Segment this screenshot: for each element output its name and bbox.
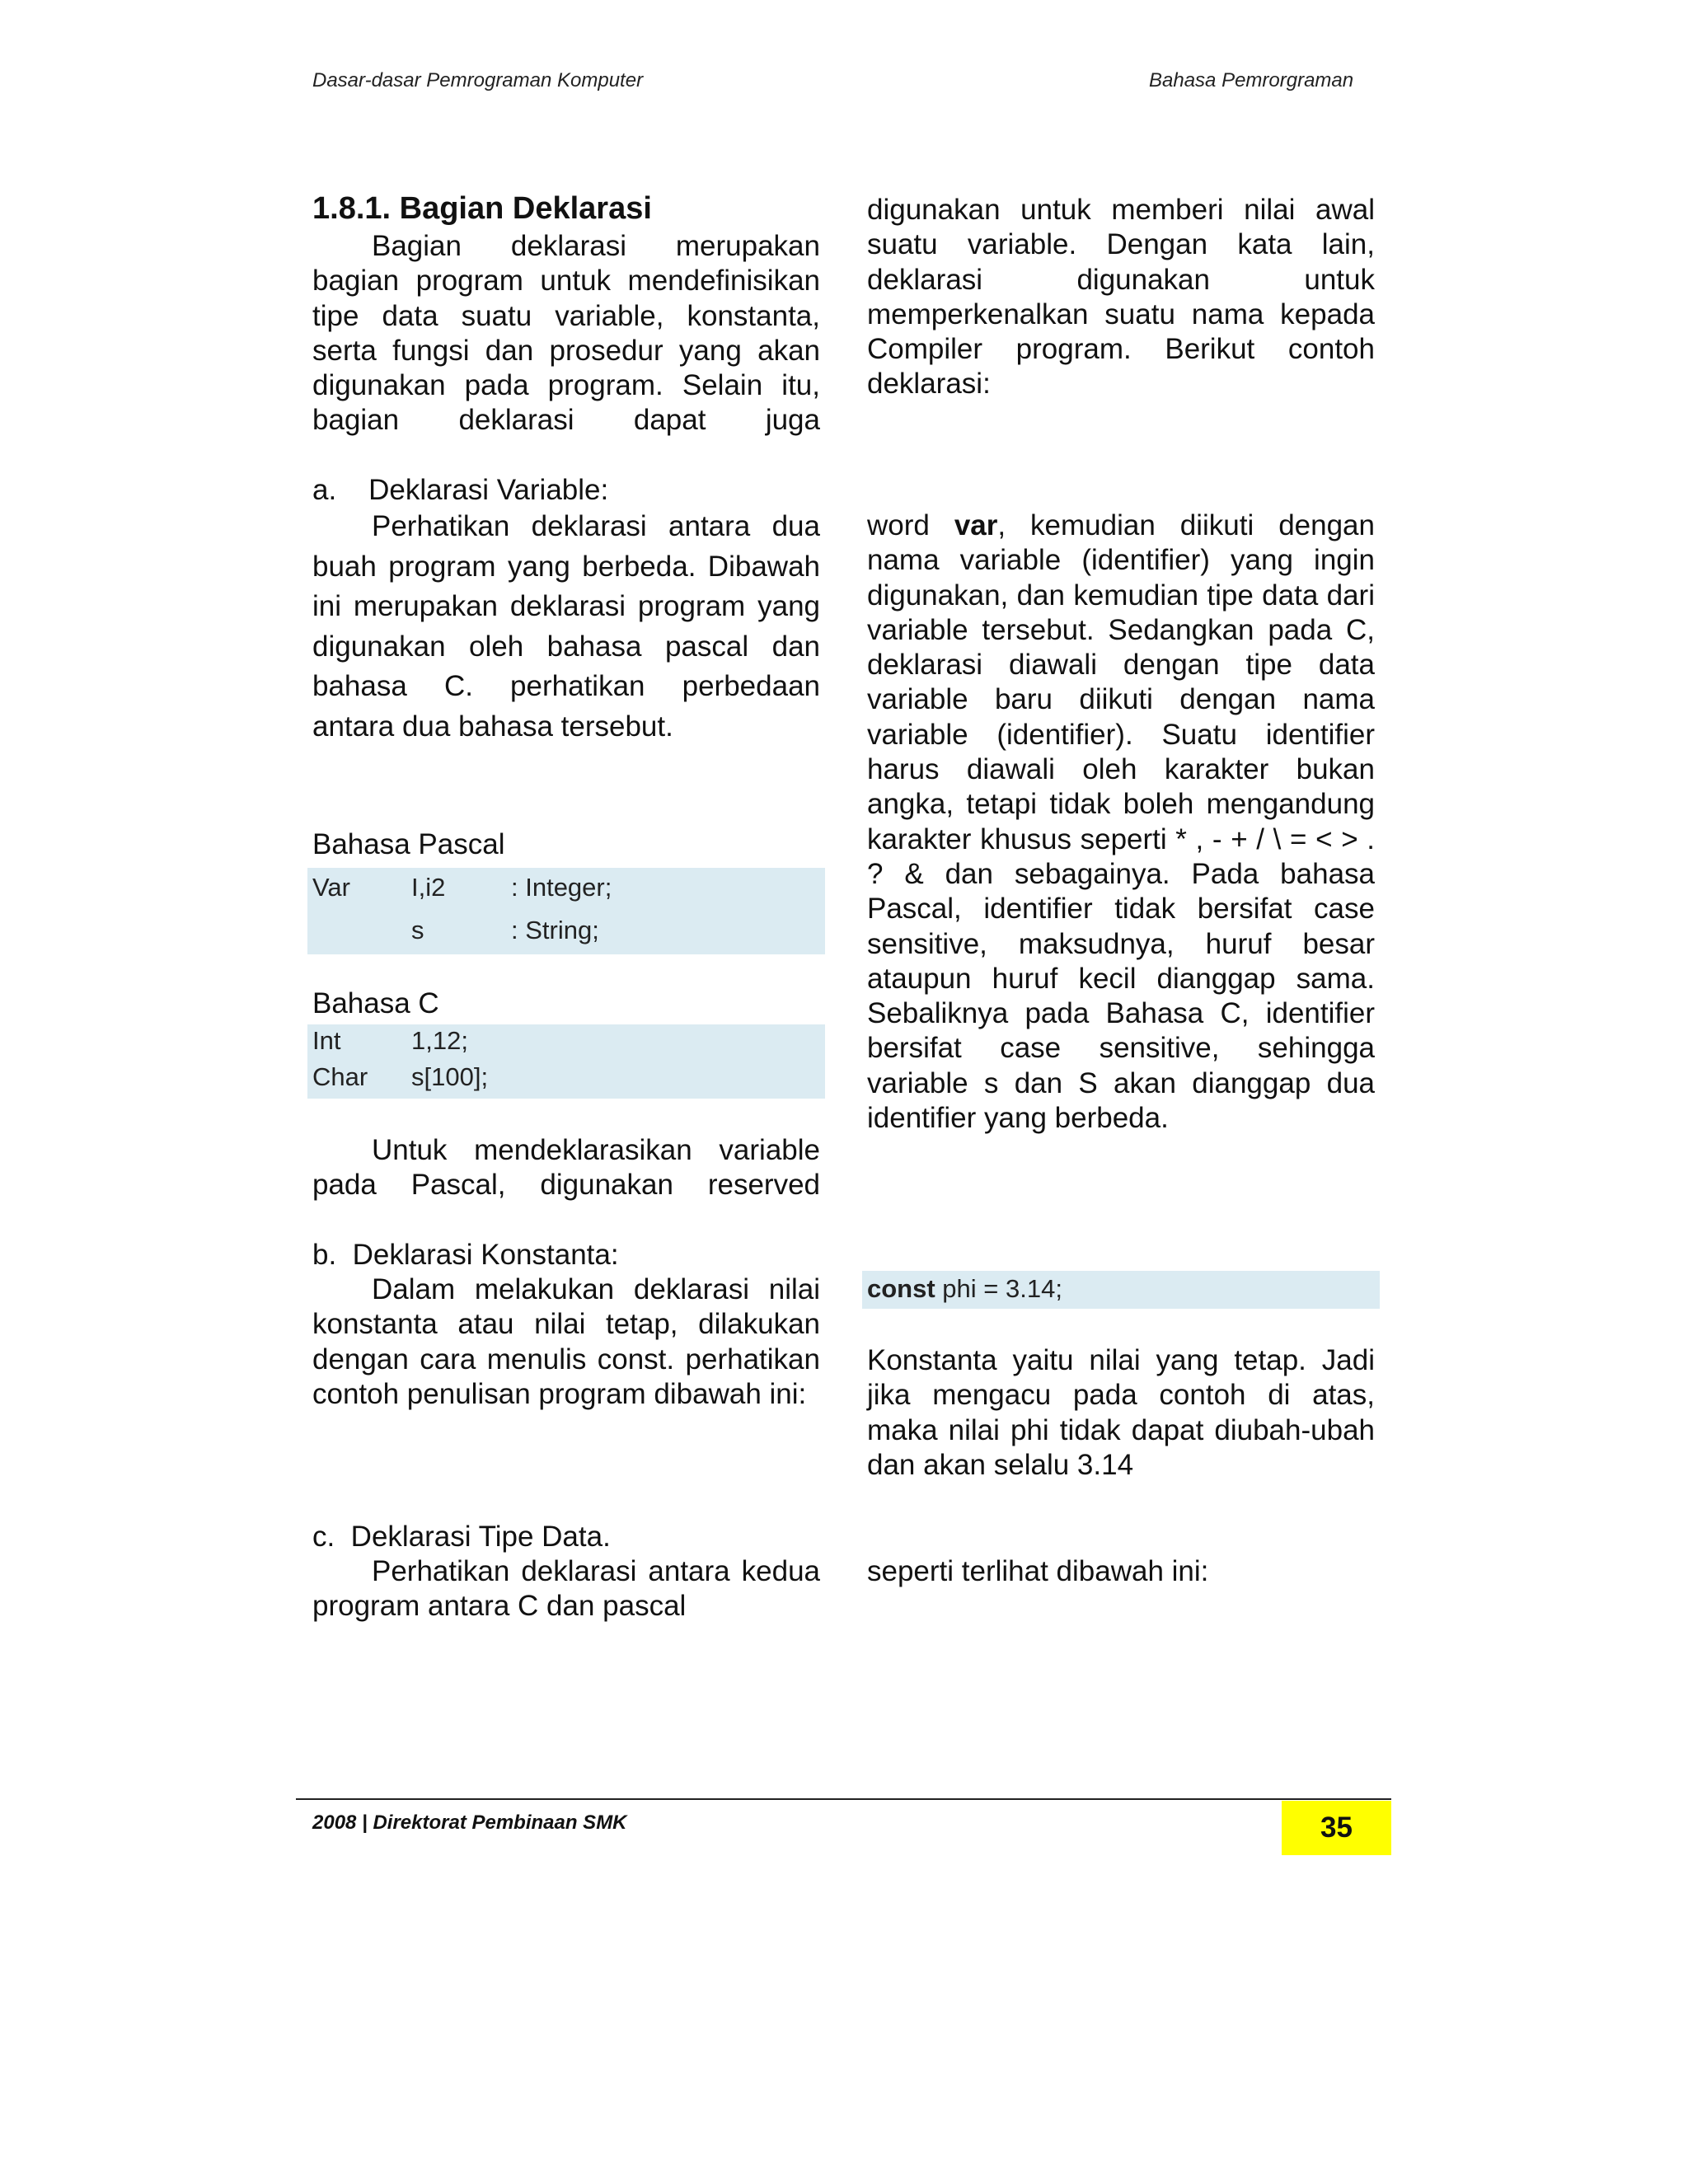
code-block-const [862, 1271, 1380, 1309]
code-identifier: s[100]; [411, 1062, 489, 1091]
label-bahasa-c: Bahasa C [312, 987, 439, 1019]
label-bahasa-pascal: Bahasa Pascal [312, 828, 505, 860]
code-line [867, 1274, 1062, 1304]
paragraph-variable-right [867, 509, 1375, 1136]
code-block-pascal [307, 868, 825, 954]
code-identifier: I,i2 [411, 873, 446, 902]
code-type: : String; [511, 916, 599, 944]
code-identifier: 1,12; [411, 1026, 468, 1055]
paragraph-konstanta-left: Dalam melakukan deklarasi nilai konstanta atau nilai tetap, dilakukan dengan cara menulis const. perhatikan contoh penulisan program dibawah ini: [312, 1273, 820, 1410]
code-identifier: s [411, 916, 424, 944]
paragraph-bagian-deklarasi-left: Bagian deklarasi merupakan bagian program untuk mendefinisikan tipe data suatu variable, konstanta, serta fungsi dan prosedur yang akan digunakan pada program. Selain itu, bagian deklarasi dapat juga [312, 230, 820, 437]
paragraph-variable-left: Perhatikan deklarasi antara dua buah program yang berbeda. Dibawah ini merupakan deklarasi program yang digunakan oleh bahasa pascal dan bahasa C. perhatikan perbedaan antara dua bahasa tersebut. [312, 510, 820, 743]
running-header-left: Dasar-dasar Pemrograman Komputer [312, 69, 644, 91]
code-keyword: Int [312, 1026, 341, 1055]
code-keyword: Char [312, 1062, 368, 1091]
subsection-heading-variable: a. Deklarasi Variable: [312, 474, 609, 506]
reserved-word-var: var [954, 509, 998, 541]
code-block-c [307, 1024, 825, 1099]
footer-rule [296, 1798, 1391, 1800]
paragraph-tipe-data-left: Perhatikan deklarasi antara kedua program antara C dan pascal [312, 1555, 820, 1623]
paragraph-tipe-data-right: seperti terlihat dibawah ini: [867, 1555, 1209, 1587]
subsection-heading-tipe-data: c. Deklarasi Tipe Data. [312, 1521, 611, 1553]
page-number-badge: 35 [1282, 1801, 1391, 1855]
section-heading-1-8-1: 1.8.1. Bagian Deklarasi [312, 191, 652, 226]
running-header-right: Bahasa Pemrorgraman [1149, 69, 1354, 91]
code-keyword: Var [312, 873, 350, 902]
code-text: phi = 3.14; [935, 1274, 1062, 1303]
paragraph-text: word [867, 509, 954, 541]
code-type: : Integer; [511, 873, 612, 902]
paragraph-text: , kemudian diikuti dengan nama variable (identifier) yang ingin digunakan, dan kemudian tipe data dari variable tersebut. Sedangkan pada C, deklarasi diawali dengan tipe data variable baru diikuti dengan nama variable (identifier). Suatu identifier harus diawali oleh karakter bukan angka, tetapi tidak boleh mengandung karakter khusus seperti * , - + / \ = < > . ? & dan sebagainya. Pada bahasa Pascal, identifier tidak bersifat case sensitive, maksudnya, huruf besar ataupun huruf kecil dianggap sama. Sebaliknya pada Bahasa C, identifier bersifat case sensitive, sehingga variable s dan S akan dianggap dua identifier yang berbeda. [867, 509, 1375, 1135]
paragraph-konstanta-right: Konstanta yaitu nilai yang tetap. Jadi jika mengacu pada contoh di atas, maka nilai phi tidak dapat diubah-ubah dan akan selalu 3.14 [867, 1344, 1375, 1481]
footer-text: 2008 | Direktorat Pembinaan SMK [312, 1811, 627, 1834]
subsection-heading-konstanta: b. Deklarasi Konstanta: [312, 1239, 619, 1271]
code-keyword: const [867, 1274, 935, 1303]
paragraph-bagian-deklarasi-right: digunakan untuk memberi nilai awal suatu variable. Dengan kata lain, deklarasi digunakan untuk memperkenalkan suatu nama kepada Compiler program. Berikut contoh deklarasi: [867, 194, 1375, 401]
paragraph-variable-left-2: Untuk mendeklarasikan variable pada Pascal, digunakan reserved [312, 1134, 820, 1202]
